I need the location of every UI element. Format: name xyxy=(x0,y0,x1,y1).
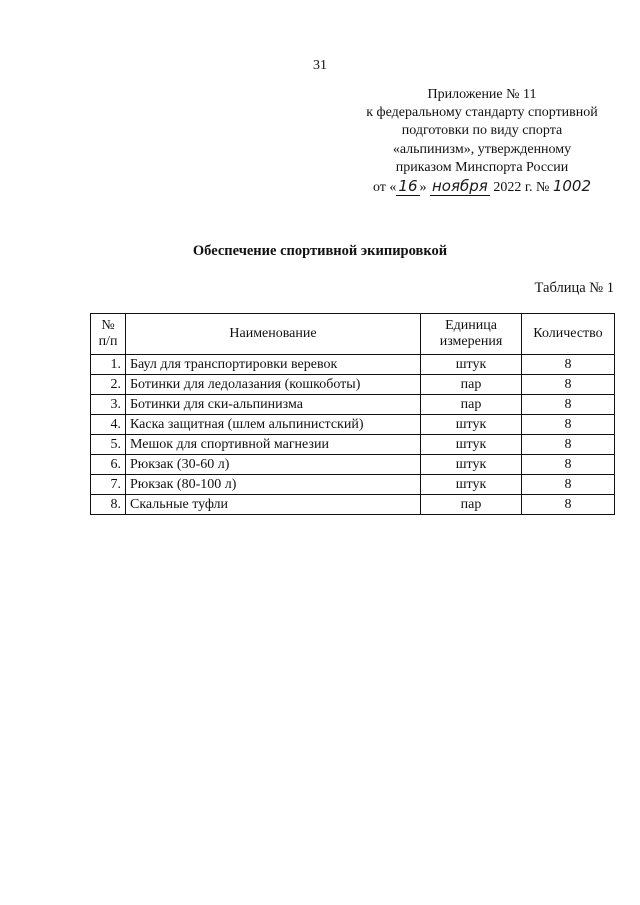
header-name: Наименование xyxy=(126,314,421,355)
row-unit: штук xyxy=(421,415,522,435)
appendix-title: Приложение № 11 xyxy=(427,87,537,102)
header-number-line1: № xyxy=(101,318,115,333)
document-title: Обеспечение спортивной экипировкой xyxy=(192,243,448,259)
row-quantity: 8 xyxy=(522,415,615,435)
row-unit: штук xyxy=(421,435,522,455)
date-year: 2022 г. № xyxy=(493,180,550,196)
appendix-header xyxy=(352,86,612,197)
appendix-line-sport: «альпинизм», утвержденному xyxy=(392,141,572,157)
row-unit: пар xyxy=(421,395,522,415)
row-number: 1. xyxy=(91,355,126,375)
row-name: Рюкзак (30-60 л) xyxy=(126,455,421,475)
row-quantity: 8 xyxy=(522,455,615,475)
row-name: Ботинки для ледолазания (кошкоботы) xyxy=(126,375,421,395)
row-unit: штук xyxy=(421,355,522,375)
header-unit-line1: Единица xyxy=(445,318,497,333)
row-number: 2. xyxy=(91,375,126,395)
header-quantity: Количество xyxy=(522,314,615,355)
row-unit: штук xyxy=(421,455,522,475)
row-number: 8. xyxy=(91,495,126,515)
date-separator: » xyxy=(419,180,427,196)
date-prefix: от « xyxy=(372,180,397,196)
row-unit: пар xyxy=(421,495,522,515)
table-row xyxy=(91,395,615,415)
header-unit-line2: измерения xyxy=(439,334,503,349)
appendix-line-order: приказом Минспорта России xyxy=(395,159,569,175)
header-number xyxy=(91,314,126,355)
row-number: 7. xyxy=(91,475,126,495)
row-unit: пар xyxy=(421,375,522,395)
date-day-handwritten: 16 xyxy=(398,177,418,196)
row-name: Ботинки для ски-альпинизма xyxy=(126,395,421,415)
row-quantity: 8 xyxy=(522,495,615,515)
table-row xyxy=(91,435,615,455)
table-row xyxy=(91,495,615,515)
table-row xyxy=(91,415,615,435)
row-quantity: 8 xyxy=(522,395,615,415)
appendix-line-standard: к федеральному стандарту спортивной xyxy=(366,105,598,121)
order-number-handwritten: 1002 xyxy=(552,177,592,196)
row-number: 4. xyxy=(91,415,126,435)
table-row xyxy=(91,455,615,475)
table-caption: Таблица № 1 xyxy=(534,280,614,296)
row-name: Баул для транспортировки веревок xyxy=(126,355,421,375)
row-name: Рюкзак (80-100 л) xyxy=(126,475,421,495)
table-row xyxy=(91,475,615,495)
equipment-table xyxy=(90,313,615,515)
header-unit xyxy=(421,314,522,355)
row-quantity: 8 xyxy=(522,435,615,455)
table-row xyxy=(91,355,615,375)
table-header-row xyxy=(91,314,615,355)
row-unit: штук xyxy=(421,475,522,495)
row-name: Мешок для спортивной магнезии xyxy=(126,435,421,455)
row-quantity: 8 xyxy=(522,475,615,495)
appendix-date-line xyxy=(352,177,612,197)
page-number: 31 xyxy=(313,58,327,73)
table-row xyxy=(91,375,615,395)
row-name: Каска защитная (шлем альпинистский) xyxy=(126,415,421,435)
row-number: 5. xyxy=(91,435,126,455)
row-number: 6. xyxy=(91,455,126,475)
row-name: Скальные туфли xyxy=(126,495,421,515)
header-number-line2: п/п xyxy=(98,334,118,349)
appendix-line-training: подготовки по виду спорта xyxy=(401,123,563,139)
date-month-handwritten: ноября xyxy=(432,177,488,196)
row-number: 3. xyxy=(91,395,126,415)
row-quantity: 8 xyxy=(522,375,615,395)
row-quantity: 8 xyxy=(522,355,615,375)
